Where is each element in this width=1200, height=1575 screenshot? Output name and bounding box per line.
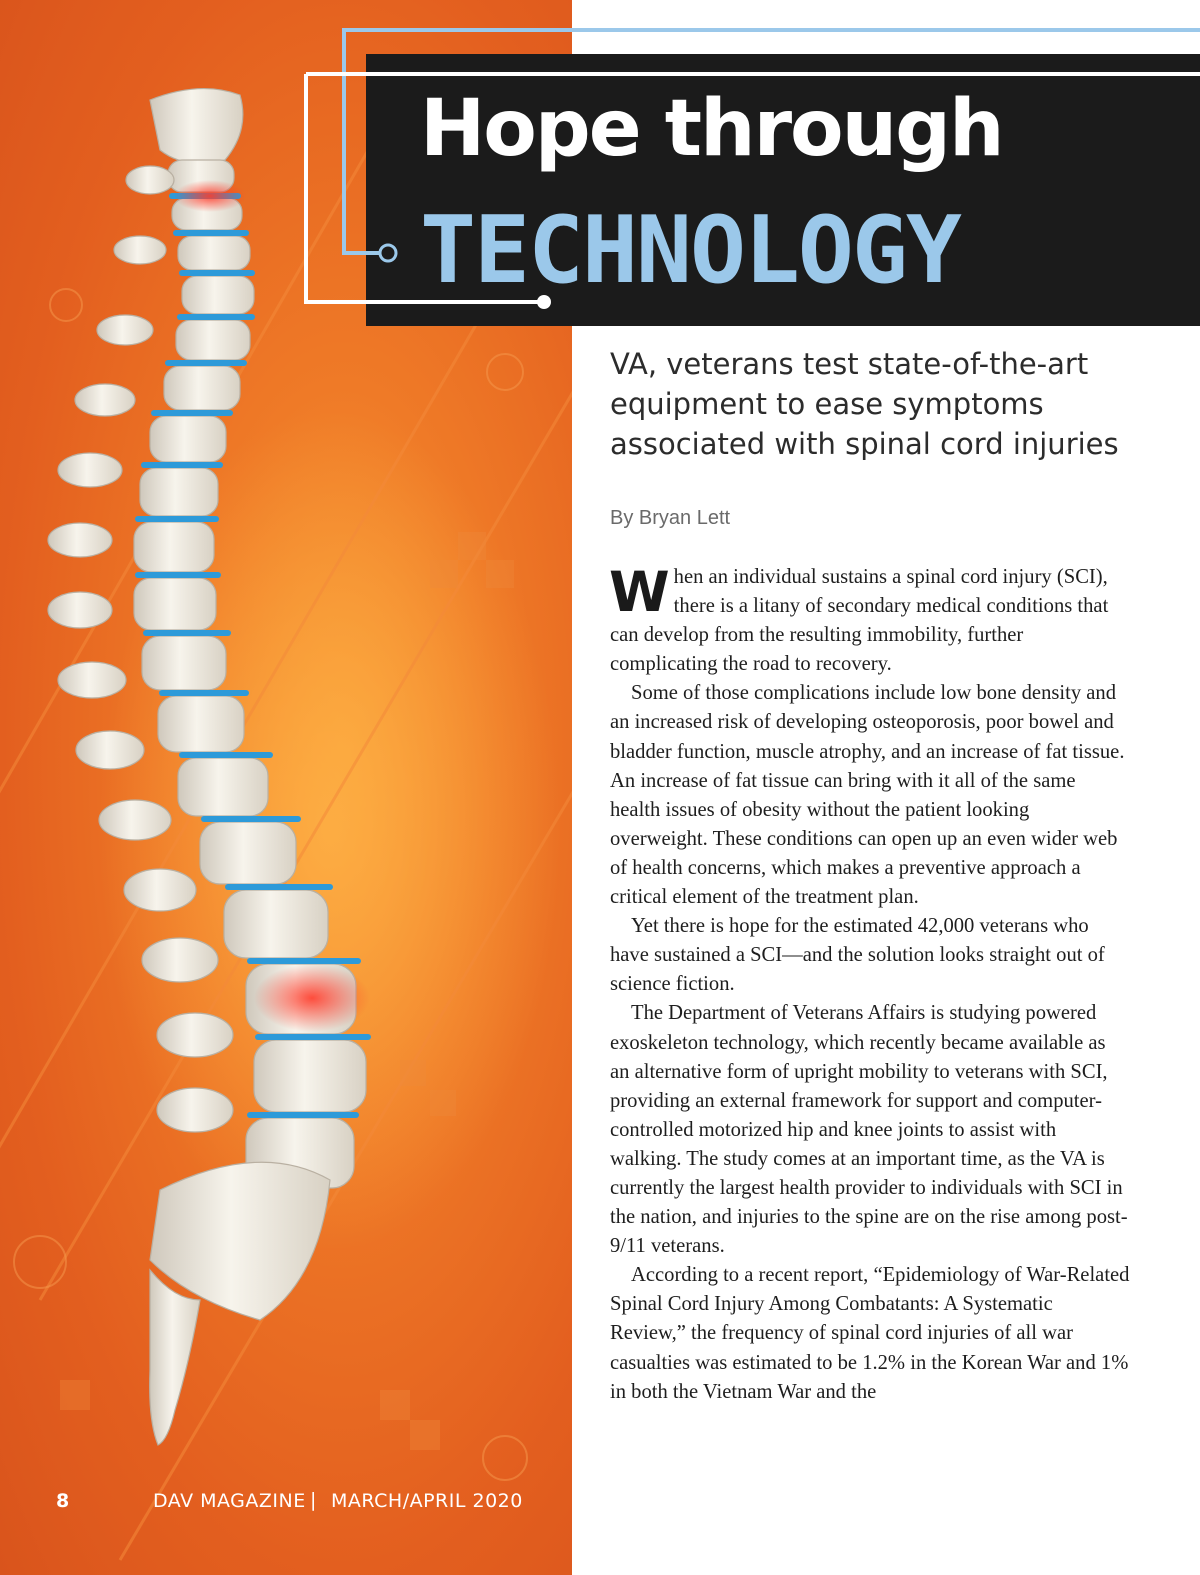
paragraph-2: Some of those complications include low bone density and an increased risk of developing osteoporosis, poor bowel and bladder function, muscle atrophy, and an increase of fat tissue. An increase of fat tissue can bring with it all of the same health issues of obesity without the patient looking overweight. These conditions can open up an even wider web of health concerns, which makes a preventive approach a critical element of the treatment plan. <box>610 682 1125 909</box>
paragraph-1-text: hen an individual sustains a spinal cord injury (SCI), there is a litany of secondary medical conditions that can develop from the resulting immobility, further complicating the road to recovery. <box>610 566 1109 676</box>
byline: By Bryan Lett <box>610 507 731 529</box>
footer-separator: | <box>310 1489 317 1511</box>
page-number: 8 <box>56 1490 70 1512</box>
paragraph-5: According to a recent report, “Epidemiology of War-Related Spinal Cord Injury Among Combatants: A Systematic Review,” the frequency of spinal cord injuries of all war casualties was estimated to be 1.2% in the Korean War and 1% in both the Vietnam War and the <box>610 1264 1130 1403</box>
page-footer <box>0 1490 572 1520</box>
paragraph-3: Yet there is hope for the estimated 42,000 veterans who have sustained a SCI—and the solution looks straight out of science fiction. <box>610 915 1105 996</box>
article-dek: VA, veterans test state-of-the-art equipment to ease symptoms associated with spinal cord injuries <box>610 347 1119 461</box>
title-line-2: TECHNOLOGY <box>420 196 960 304</box>
paragraph-4: The Department of Veterans Affairs is studying powered exoskeleton technology, which recently became available as an alternative form of upright mobility to veterans with SCI, providing an external framework for support and computer-controlled motorized hip and knee joints to assist with walking. The study comes at an important time, as the VA is currently the largest health provider to individuals with SCI in the nation, and injuries to the spine are on the rise among post-9/11 veterans. <box>610 1002 1128 1258</box>
issue-date: MARCH/APRIL 2020 <box>331 1490 523 1512</box>
title-line-1: Hope through <box>420 84 1003 174</box>
paragraph-1 <box>609 560 1130 679</box>
magazine-name: DAV MAGAZINE <box>153 1490 306 1512</box>
article-body <box>609 560 1130 1407</box>
drop-cap: W <box>609 560 670 624</box>
